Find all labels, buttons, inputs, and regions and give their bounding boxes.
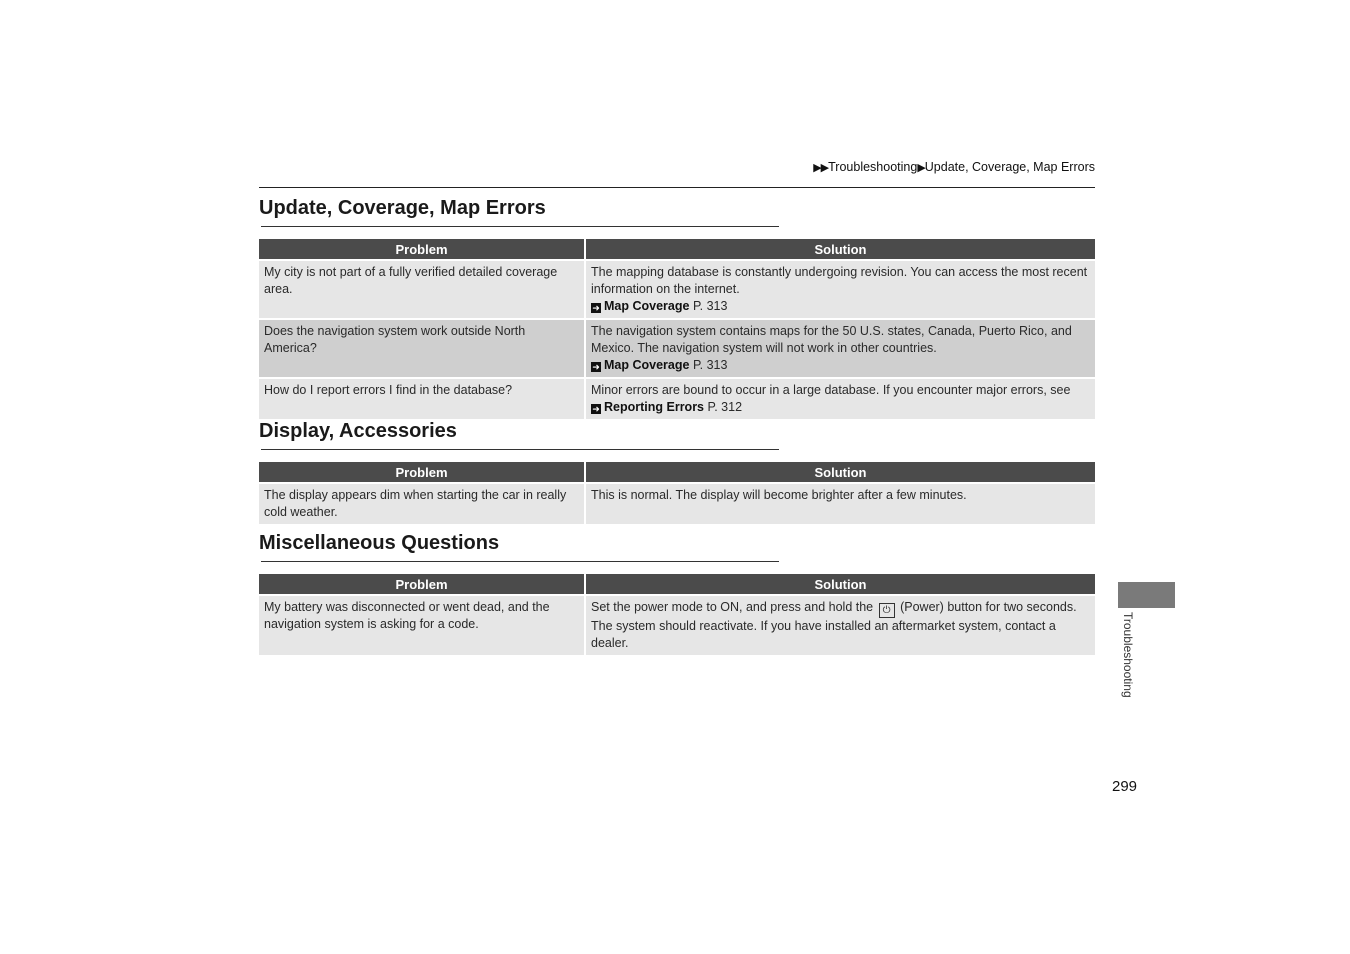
reference-arrow-icon: ➜ — [592, 404, 600, 414]
table-row — [259, 379, 1095, 419]
table-row — [259, 261, 1095, 318]
solution-cell — [586, 320, 1095, 377]
problem-cell: The display appears dim when starting the car in really cold weather. — [259, 484, 584, 524]
header-solution: Solution — [586, 462, 1095, 482]
problem-cell: Does the navigation system work outside North America? — [259, 320, 584, 377]
solution-text-post: (Power) button for two seconds. The system should reactivate. If you have installed an aftermarket system, contact a dealer. — [591, 600, 1077, 650]
chapter-side-label: Troubleshooting — [1121, 612, 1135, 698]
problem-cell: My battery was disconnected or went dead, and the navigation system is asking for a code. — [259, 596, 584, 655]
chapter-side-tab[interactable] — [1118, 582, 1175, 608]
header-problem: Problem — [259, 462, 584, 482]
table-row — [259, 320, 1095, 377]
breadcrumb — [760, 160, 1095, 174]
breadcrumb-part-troubleshooting[interactable]: Troubleshooting — [828, 160, 918, 174]
section-underline — [261, 449, 779, 450]
section-misc-questions — [259, 530, 1095, 657]
section-underline — [261, 561, 779, 562]
problem-cell: How do I report errors I find in the database? — [259, 379, 584, 419]
solution-text: The mapping database is constantly undergoing revision. You can access the most recent information on the internet. — [591, 265, 1088, 296]
reference-arrow-icon: ➜ — [592, 303, 600, 313]
solution-text-pre: Set the power mode to ON, and press and hold the — [591, 600, 874, 614]
page-number: 299 — [1112, 778, 1138, 795]
table-row — [259, 596, 1095, 655]
solution-text: The navigation system contains maps for the 50 U.S. states, Canada, Puerto Rico, and Mexico. The navigation system will not work in other countries. — [591, 324, 1072, 355]
power-icon: ⏻ — [879, 603, 895, 618]
section-display-accessories — [259, 418, 1095, 526]
section-underline — [261, 226, 779, 227]
cross-reference-link[interactable] — [591, 400, 742, 414]
solution-cell: This is normal. The display will become brighter after a few minutes. — [586, 484, 1095, 524]
breadcrumb-arrows: ▶▶ — [813, 162, 829, 174]
table-row — [259, 484, 1095, 524]
cross-reference-link[interactable] — [591, 299, 727, 313]
breadcrumb-part-current: Update, Coverage, Map Errors — [924, 160, 1095, 174]
solution-cell — [586, 596, 1095, 655]
section-title: Update, Coverage, Map Errors — [259, 197, 546, 219]
header-problem: Problem — [259, 239, 584, 259]
ref-page: P. 312 — [707, 400, 743, 414]
top-rule — [259, 187, 1095, 188]
ref-label: Map Coverage — [604, 299, 690, 313]
solution-text: Minor errors are bound to occur in a large database. If you encounter major errors, see — [591, 383, 1071, 397]
section-title: Display, Accessories — [259, 420, 457, 442]
ref-label: Map Coverage — [604, 358, 690, 372]
problem-cell: My city is not part of a fully verified detailed coverage area. — [259, 261, 584, 318]
ref-page: P. 313 — [692, 299, 728, 313]
breadcrumb-separator: ▶ — [917, 162, 925, 174]
header-solution: Solution — [586, 239, 1095, 259]
problem-table — [257, 572, 1097, 657]
problem-table — [257, 237, 1097, 421]
section-update-coverage — [259, 195, 1095, 421]
reference-arrow-icon: ➜ — [592, 362, 600, 372]
ref-page: P. 313 — [692, 358, 728, 372]
solution-cell — [586, 379, 1095, 419]
section-title: Miscellaneous Questions — [259, 532, 500, 554]
solution-cell — [586, 261, 1095, 318]
header-problem: Problem — [259, 574, 584, 594]
header-solution: Solution — [586, 574, 1095, 594]
problem-table — [257, 460, 1097, 526]
ref-label: Reporting Errors — [604, 400, 705, 414]
cross-reference-link[interactable] — [591, 358, 727, 372]
